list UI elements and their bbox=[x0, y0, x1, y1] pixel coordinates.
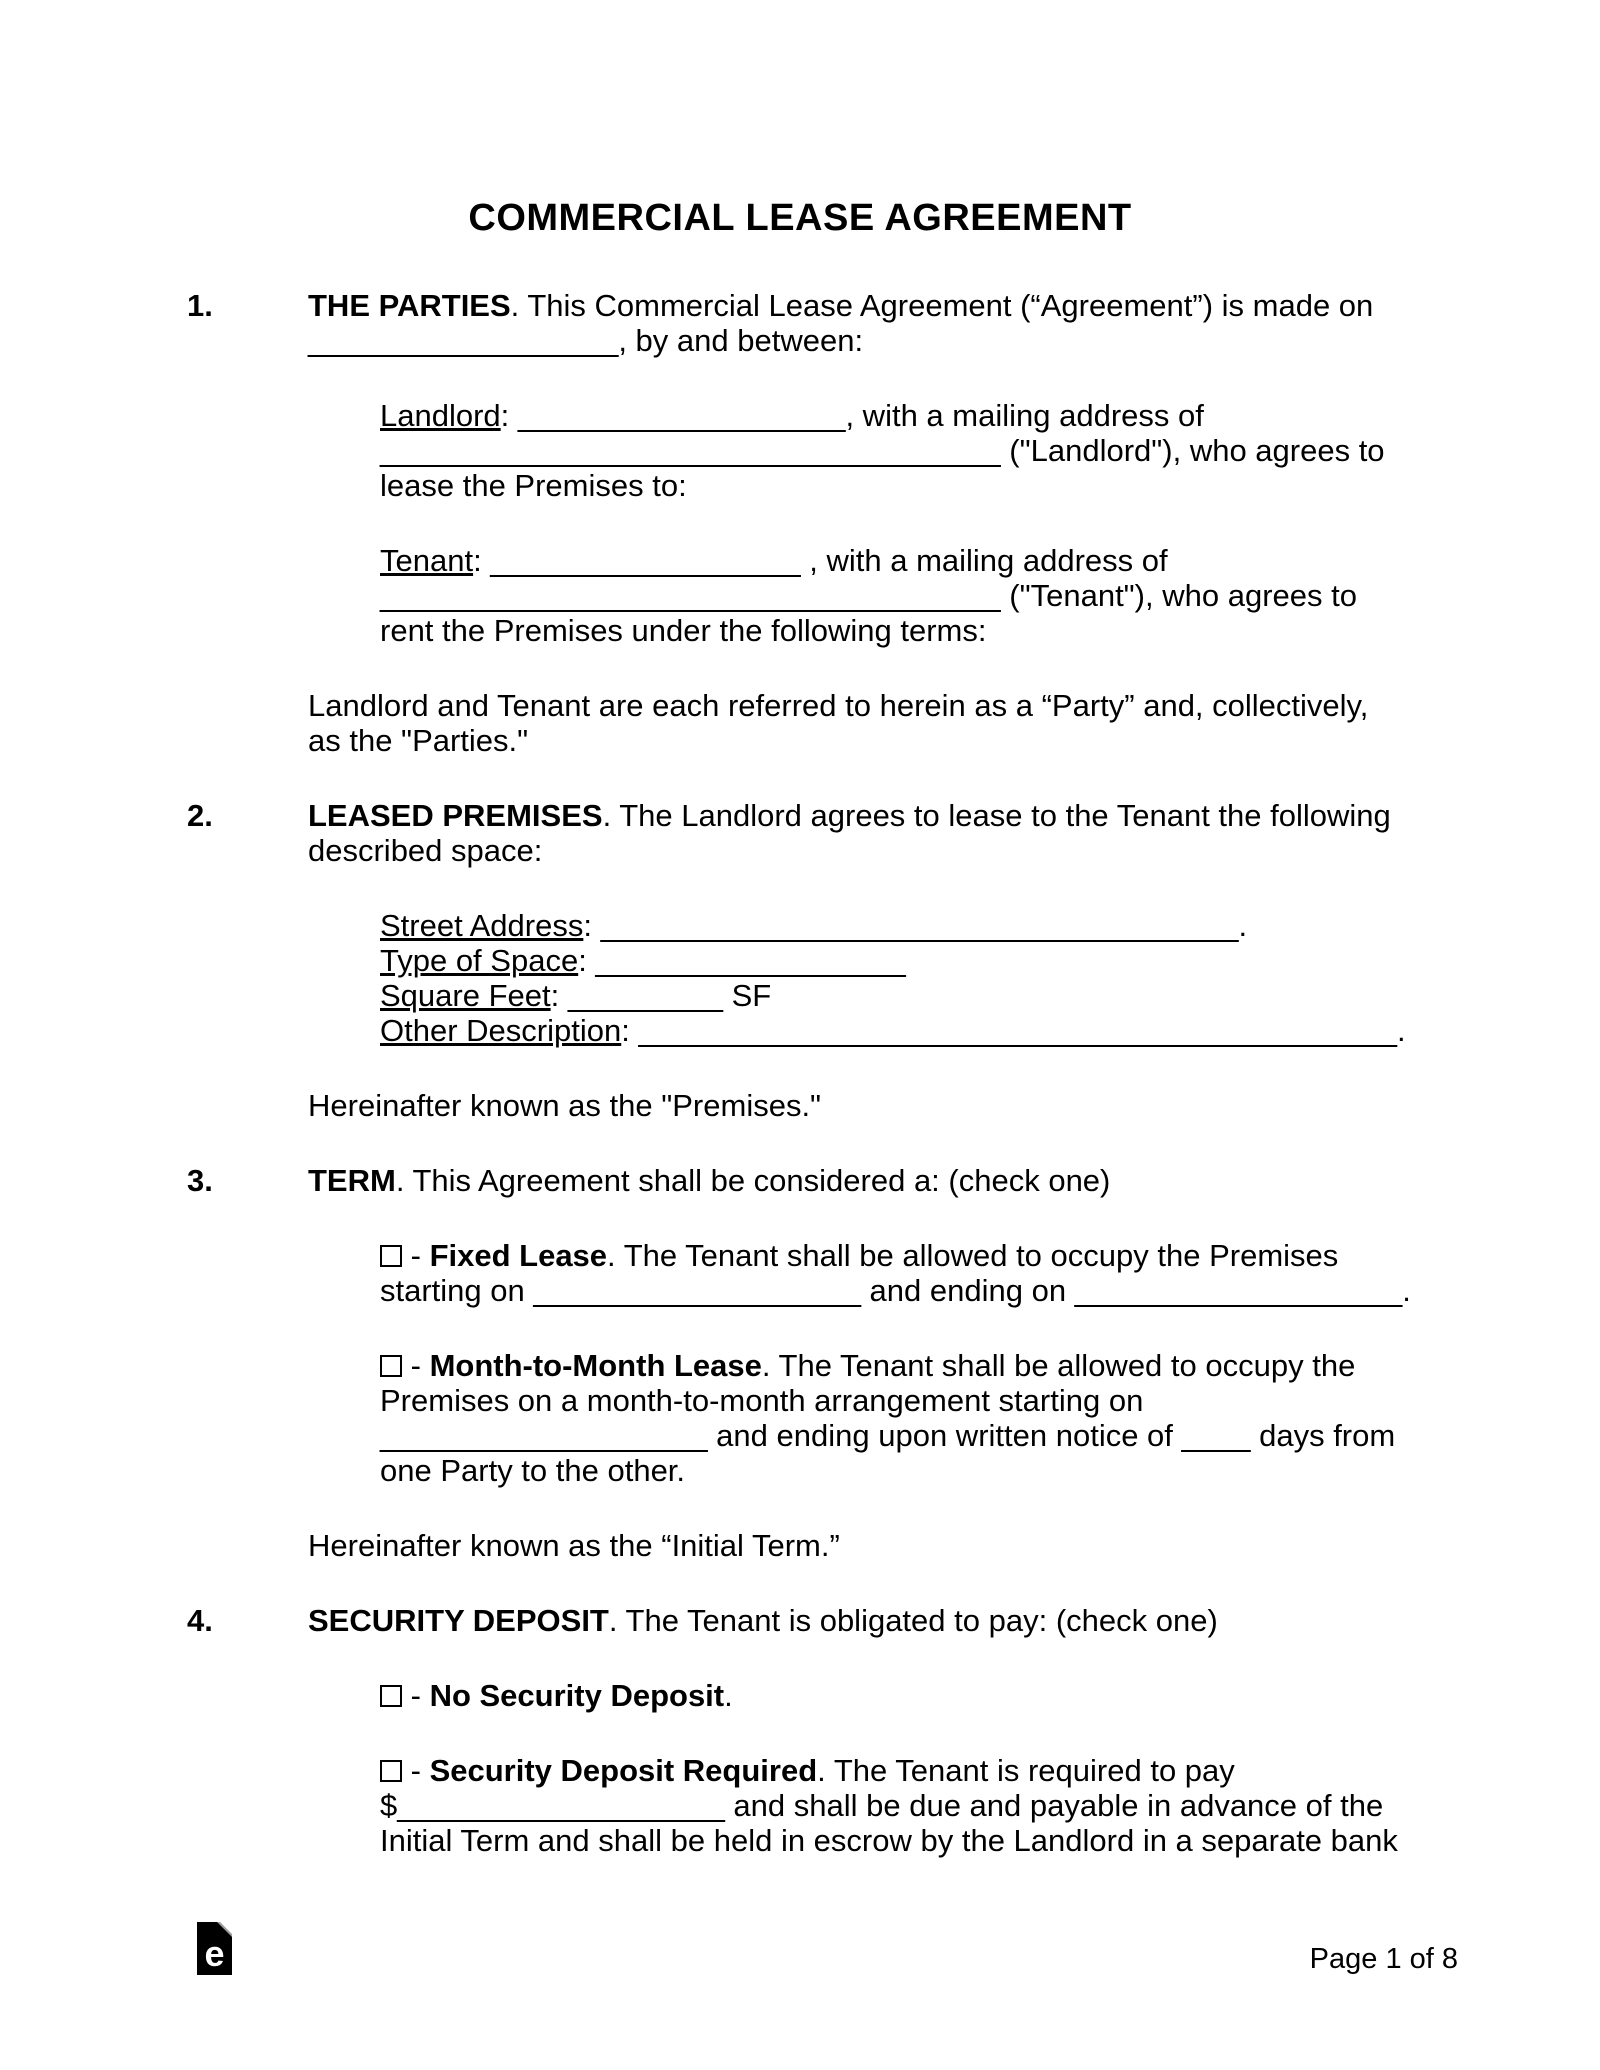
fixed-lease-label: Fixed Lease bbox=[429, 1238, 608, 1273]
parties-definition-line-2: as the "Parties." bbox=[308, 723, 529, 758]
logo-letter: e bbox=[204, 1933, 225, 1974]
landlord-paragraph bbox=[380, 398, 1458, 503]
no-security-deposit-label: No Security Deposit bbox=[429, 1678, 725, 1713]
security-deposit-required-line-1 bbox=[380, 1753, 1458, 1788]
text-run: - bbox=[402, 1753, 430, 1788]
leased-premises-line-2: described space: bbox=[308, 833, 543, 868]
text-run: . The Tenant is obligated to pay: (check one) bbox=[608, 1603, 1218, 1638]
section-heading: TERM bbox=[308, 1163, 396, 1198]
section-number: 2. bbox=[187, 798, 213, 833]
month-to-month-option bbox=[380, 1348, 1458, 1488]
type-of-space-field bbox=[380, 943, 1458, 978]
term-closing-line: Hereinafter known as the “Initial Term.” bbox=[308, 1528, 840, 1563]
premises-fields bbox=[380, 908, 1458, 1048]
tenant-line-1 bbox=[380, 543, 1458, 578]
document-content bbox=[187, 288, 1458, 1898]
no-security-deposit-option bbox=[380, 1678, 1458, 1713]
document-title: COMMERCIAL LEASE AGREEMENT bbox=[468, 197, 1132, 239]
term-closing-paragraph bbox=[308, 1528, 1458, 1563]
no-security-deposit-line bbox=[380, 1678, 1458, 1713]
square-feet-label: Square Feet bbox=[380, 978, 551, 1013]
section-number: 1. bbox=[187, 288, 213, 323]
text-run: . The Tenant shall be allowed to occupy the bbox=[761, 1348, 1356, 1383]
page-number-label: Page 1 of 8 bbox=[1309, 1943, 1458, 1975]
month-to-month-checkbox-icon[interactable] bbox=[380, 1355, 402, 1377]
street-address-field bbox=[380, 908, 1458, 943]
month-to-month-line-1 bbox=[380, 1348, 1458, 1383]
month-to-month-notice-blank: ___________________ and ending upon written notice of ____ days from bbox=[380, 1418, 1396, 1453]
fixed-lease-dates-blank: starting on ___________________ and ending on ___________________. bbox=[380, 1273, 1411, 1308]
premises-closing-line: Hereinafter known as the "Premises." bbox=[308, 1088, 822, 1123]
text-run: . The Tenant shall be allowed to occupy the Premises bbox=[607, 1238, 1339, 1273]
street-address-blank: : _____________________________________. bbox=[583, 908, 1248, 943]
street-address-label: Street Address bbox=[380, 908, 584, 943]
security-deposit-required-label: Security Deposit Required bbox=[429, 1753, 818, 1788]
security-deposit-intro bbox=[308, 1603, 1458, 1638]
section-number: 4. bbox=[187, 1603, 213, 1638]
leased-premises-intro bbox=[308, 798, 1458, 868]
other-description-blank: : ____________________________________________. bbox=[621, 1013, 1406, 1048]
security-deposit-required-line-3: Initial Term and shall be held in escrow by the Landlord in a separate bank bbox=[380, 1823, 1398, 1858]
premises-closing-paragraph bbox=[308, 1088, 1458, 1123]
parties-definition-line-1: Landlord and Tenant are each referred to herein as a “Party” and, collectively, bbox=[308, 688, 1369, 723]
text-run: - bbox=[402, 1348, 430, 1383]
section-the-parties bbox=[187, 288, 1458, 798]
month-to-month-label: Month-to-Month Lease bbox=[429, 1348, 762, 1383]
eforms-logo-icon bbox=[197, 1922, 232, 1975]
parties-intro-line-1 bbox=[308, 288, 1458, 323]
fixed-lease-option bbox=[380, 1238, 1458, 1308]
month-to-month-line-4: one Party to the other. bbox=[380, 1453, 686, 1488]
security-deposit-intro-line bbox=[308, 1603, 1458, 1638]
section-leased-premises bbox=[187, 798, 1458, 1163]
section-heading: THE PARTIES bbox=[308, 288, 511, 323]
landlord-label: Landlord bbox=[380, 398, 501, 433]
other-description-field bbox=[380, 1013, 1458, 1048]
section-security-deposit bbox=[187, 1603, 1458, 1898]
square-feet-field bbox=[380, 978, 1458, 1013]
month-to-month-line-2: Premises on a month-to-month arrangement starting on bbox=[380, 1383, 1144, 1418]
type-of-space-blank: : __________________ bbox=[578, 943, 906, 978]
term-intro bbox=[308, 1163, 1458, 1198]
tenant-line-3: rent the Premises under the following terms: bbox=[380, 613, 987, 648]
tenant-name-blank: : __________________ , with a mailing address of bbox=[473, 543, 1168, 578]
section-heading: LEASED PREMISES bbox=[308, 798, 603, 833]
text-run: . The Landlord agrees to lease to the Tenant the following bbox=[602, 798, 1391, 833]
parties-intro-paragraph bbox=[308, 288, 1458, 358]
text-run: - bbox=[402, 1238, 430, 1273]
text-run: . This Commercial Lease Agreement (“Agreement”) is made on bbox=[510, 288, 1374, 323]
section-number: 3. bbox=[187, 1163, 213, 1198]
other-description-label: Other Description bbox=[380, 1013, 622, 1048]
text-run: . The Tenant is required to pay bbox=[817, 1753, 1235, 1788]
tenant-paragraph bbox=[380, 543, 1458, 648]
tenant-address-blank: ____________________________________ ("Tenant"), who agrees to bbox=[380, 578, 1357, 613]
security-deposit-required-option bbox=[380, 1753, 1458, 1858]
fixed-lease-checkbox-icon[interactable] bbox=[380, 1245, 402, 1267]
fixed-lease-line-1 bbox=[380, 1238, 1458, 1273]
tenant-label: Tenant bbox=[380, 543, 474, 578]
landlord-line-3: lease the Premises to: bbox=[380, 468, 687, 503]
landlord-name-blank: : ___________________, with a mailing address of bbox=[500, 398, 1204, 433]
agreement-date-blank-line: __________________, by and between: bbox=[308, 323, 864, 358]
security-deposit-amount-blank: $___________________ and shall be due and payable in advance of the bbox=[380, 1788, 1384, 1823]
type-of-space-label: Type of Space bbox=[380, 943, 579, 978]
security-deposit-required-checkbox-icon[interactable] bbox=[380, 1760, 402, 1782]
parties-definition-paragraph bbox=[308, 688, 1458, 758]
no-security-deposit-checkbox-icon[interactable] bbox=[380, 1685, 402, 1707]
landlord-address-blank: ____________________________________ ("Landlord"), who agrees to bbox=[380, 433, 1385, 468]
leased-premises-line-1 bbox=[308, 798, 1458, 833]
text-run: . This Agreement shall be considered a: (check one) bbox=[395, 1163, 1111, 1198]
square-feet-blank: : _________ SF bbox=[550, 978, 772, 1013]
term-intro-line bbox=[308, 1163, 1458, 1198]
section-heading: SECURITY DEPOSIT bbox=[308, 1603, 609, 1638]
section-term bbox=[187, 1163, 1458, 1603]
text-run: . bbox=[724, 1678, 733, 1713]
landlord-line-1 bbox=[380, 398, 1458, 433]
text-run: - bbox=[402, 1678, 430, 1713]
